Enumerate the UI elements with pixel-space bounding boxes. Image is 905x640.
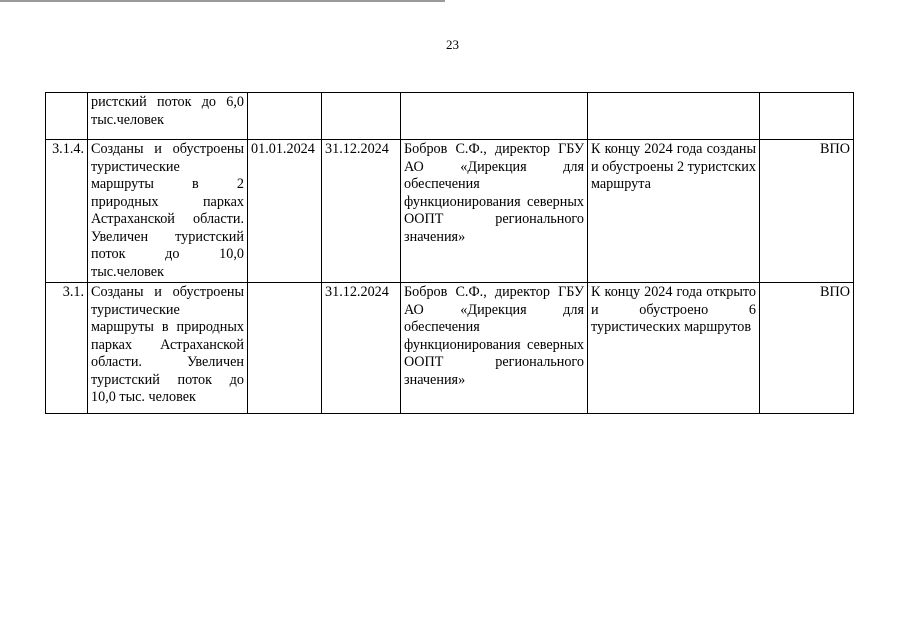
plan-table [45,92,854,414]
table-row [46,140,854,283]
cell-start-date [248,283,322,414]
cell-document: ВПО [760,140,854,283]
cell-document [760,93,854,140]
cell-start-date: 01.01.2024 [248,140,322,283]
cell-end-date: 31.12.2024 [322,140,401,283]
table-row [46,93,854,140]
cell-responsible: Бобров С.Ф., директор ГБУ АО «Дирекция для обеспечения функционирования северных ООПТ регионального значения» [401,140,588,283]
top-rule [0,0,445,2]
cell-end-date: 31.12.2024 [322,283,401,414]
cell-document: ВПО [760,283,854,414]
cell-end-date [322,93,401,140]
cell-result: Созданы и обустроены туристические маршруты в 2 природных парках Астраханской области. Увеличен туристский поток до 10,0 тыс.человек [88,140,248,283]
cell-outcome: К концу 2024 года открыто и обустроено 6 туристических маршрутов [588,283,760,414]
cell-result: ристский поток до 6,0 тыс.человек [88,93,248,140]
cell-responsible: Бобров С.Ф., директор ГБУ АО «Дирекция для обеспечения функционирования северных ООПТ регионального значения» [401,283,588,414]
table-row [46,283,854,414]
cell-start-date [248,93,322,140]
page-number: 23 [446,37,459,52]
cell-number: 3.1. [46,283,88,414]
cell-outcome: К концу 2024 года созданы и обустроены 2 туристских маршрута [588,140,760,283]
cell-number [46,93,88,140]
cell-number: 3.1.4. [46,140,88,283]
cell-responsible [401,93,588,140]
cell-outcome [588,93,760,140]
cell-result: Созданы и обустроены туристические маршруты в природных парках Астраханской области. Увеличен туристский поток до 10,0 тыс. человек [88,283,248,414]
